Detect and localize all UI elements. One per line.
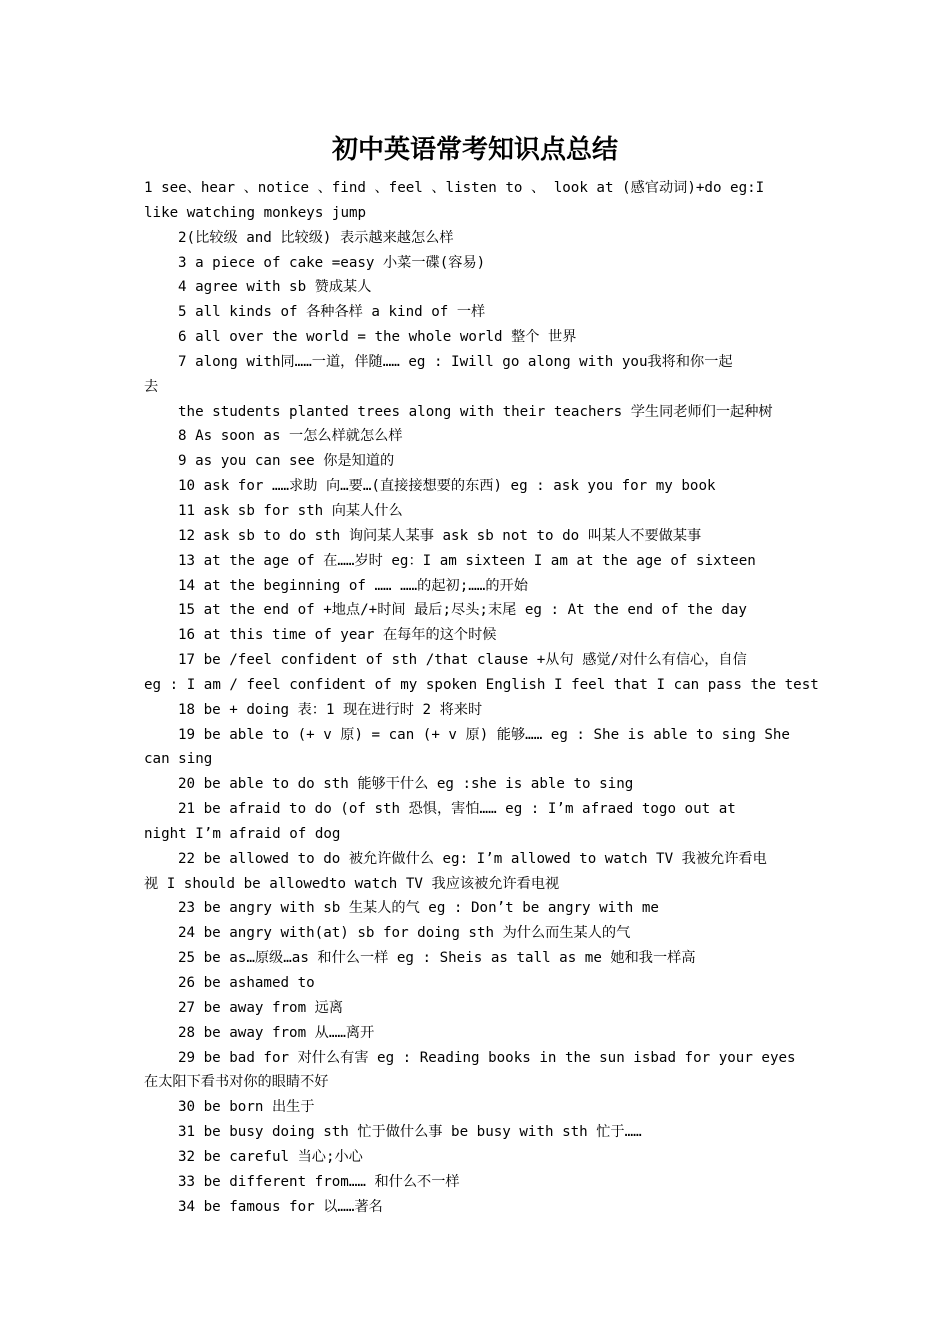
text-line: eg : I am / feel confident of my spoken English I feel that I can pass the test <box>144 676 819 693</box>
document-body <box>144 176 819 1219</box>
text-line: 17 be /feel confident of sth /that clause +从句 感觉/对什么有信心，自信 <box>178 652 747 669</box>
text-line: 去 <box>144 378 159 395</box>
text-line: 19 be able to (+ v 原) = can (+ v 原) 能够…… eg : She is able to sing She <box>178 726 790 743</box>
text-line: 11 ask sb for sth 向某人什么 <box>178 502 403 519</box>
text-line: can sing <box>144 751 213 768</box>
text-line: 32 be careful 当心;小心 <box>178 1148 363 1165</box>
text-line: 15 at the end of +地点/+时间 最后;尽头;末尾 eg : At the end of the day <box>178 602 747 619</box>
text-line: 28 be away from 从……离开 <box>178 1024 375 1041</box>
text-line: 3 a piece of cake =easy 小菜一碟(容易) <box>178 254 486 271</box>
text-line: 33 be different from…… 和什么不一样 <box>178 1173 460 1190</box>
text-line: 16 at this time of year 在每年的这个时候 <box>178 627 497 644</box>
text-line: 23 be angry with sb 生某人的气 eg : Don’t be angry with me <box>178 900 659 917</box>
document-title: 初中英语常考知识点总结 <box>331 135 618 165</box>
text-line: night I’m afraid of dog <box>144 825 341 842</box>
text-line: the students planted trees along with their teachers 学生同老师们一起种树 <box>178 403 773 420</box>
text-line: 8 As soon as 一怎么样就怎么样 <box>178 428 403 445</box>
text-line: 5 all kinds of 各种各样 a kind of 一样 <box>178 304 486 321</box>
text-line: 13 at the age of 在……岁时 eg：I am sixteen I am at the age of sixteen <box>178 552 756 569</box>
text-line: 12 ask sb to do sth 询问某人某事 ask sb not to do 叫某人不要做某事 <box>178 527 702 544</box>
text-line: 6 all over the world = the whole world 整个 世界 <box>178 329 577 346</box>
text-line: 9 as you can see 你是知道的 <box>178 453 395 470</box>
text-line: 25 be as…原级…as 和什么一样 eg : Sheis as tall as me 她和我一样高 <box>178 950 696 967</box>
text-line: 在太阳下看书对你的眼睛不好 <box>144 1074 329 1091</box>
text-line: 30 be born 出生于 <box>178 1099 315 1116</box>
text-line: 14 at the beginning of …… ……的起初;……的开始 <box>178 577 528 594</box>
text-line: 10 ask for ……求助 向…要…(直接接想要的东西) eg : ask you for my book <box>178 478 716 495</box>
text-line: 18 be + doing 表：1 现在进行时 2 将来时 <box>178 701 483 718</box>
text-line: 29 be bad for 对什么有害 eg : Reading books in the sun isbad for your eyes <box>178 1049 796 1066</box>
text-line: 4 agree with sb 赞成某人 <box>178 279 372 296</box>
text-line: 27 be away from 远离 <box>178 999 344 1016</box>
text-line: 21 be afraid to do (of sth 恐惧，害怕…… eg : I’m afraed togo out at <box>178 801 736 818</box>
text-line: 20 be able to do sth 能够干什么 eg :she is able to sing <box>178 776 634 793</box>
text-line: 视 I should be allowedto watch TV 我应该被允许看电视 <box>144 875 560 892</box>
text-line: 34 be famous for 以……著名 <box>178 1198 383 1215</box>
text-line: 2(比较级 and 比较级) 表示越来越怎么样 <box>178 229 454 246</box>
text-line: 24 be angry with(at) sb for doing sth 为什么而生某人的气 <box>178 925 631 942</box>
text-line: 31 be busy doing sth 忙于做什么事 be busy with sth 忙于…… <box>178 1124 642 1141</box>
text-line: 22 be allowed to do 被允许做什么 eg: I’m allowed to watch TV 我被允许看电 <box>178 850 767 867</box>
text-line: like watching monkeys jump <box>144 204 367 221</box>
text-line: 26 be ashamed to <box>178 975 315 991</box>
text-line: 1 see、hear 、notice 、find 、feel 、listen to 、 look at (感官动词)+do eg:I <box>144 180 765 196</box>
text-line: 7 along with同……一道，伴随…… eg : Iwill go along with you我将和你一起 <box>178 353 733 370</box>
